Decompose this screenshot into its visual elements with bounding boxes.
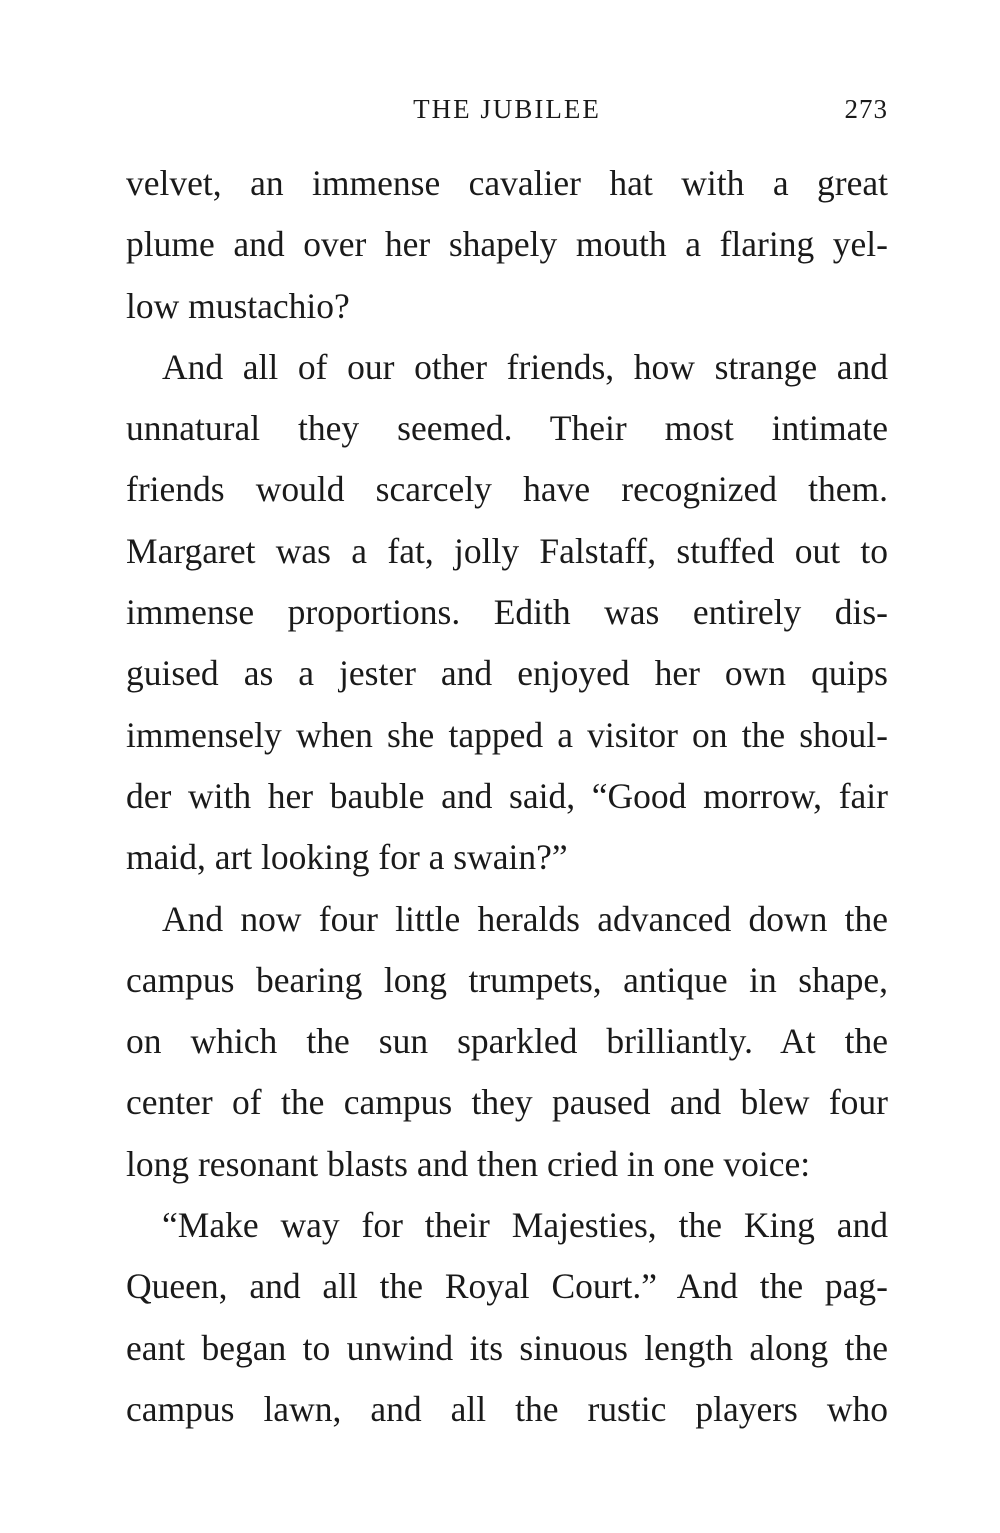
text-line: center of the campus they paused and blew four — [126, 1082, 888, 1123]
body-text — [126, 153, 888, 1440]
text-line: eant began to unwind its sinuous length along the — [126, 1327, 888, 1368]
running-head — [126, 94, 888, 134]
page-number: 273 — [844, 94, 888, 124]
paragraph-first-line: “Make way for their Majesties, the King and — [162, 1205, 888, 1246]
text-line: friends would scarcely have recognized them. — [126, 469, 888, 510]
text-line: campus bearing long trumpets, antique in shape, — [126, 959, 888, 1000]
text-line: Margaret was a fat, jolly Falstaff, stuffed out to — [126, 530, 888, 571]
text-line: plume and over her shapely mouth a flaring yel- — [126, 224, 888, 265]
text-line: der with her bauble and said, “Good morrow, fair — [126, 775, 888, 816]
text-line: long resonant blasts and then cried in one voice: — [126, 1143, 811, 1184]
text-line: immense proportions. Edith was entirely dis- — [126, 592, 888, 633]
text-line: maid, art looking for a swain?” — [126, 837, 568, 878]
text-line: unnatural they seemed. Their most intimate — [126, 408, 888, 449]
text-line: immensely when she tapped a visitor on the shoul- — [126, 714, 888, 755]
text-line: guised as a jester and enjoyed her own quips — [126, 653, 888, 694]
text-line: velvet, an immense cavalier hat with a great — [126, 163, 888, 203]
text-line: campus lawn, and all the rustic players who — [126, 1388, 888, 1429]
text-line: on which the sun sparkled brilliantly. At the — [126, 1021, 888, 1062]
text-line: low mustachio? — [126, 285, 350, 326]
paragraph-first-line: And all of our other friends, how strange and — [162, 346, 888, 387]
chapter-title: THE JUBILEE — [413, 94, 601, 124]
paragraph-first-line: And now four little heralds advanced down the — [162, 898, 888, 939]
text-line: Queen, and all the Royal Court.” And the pag- — [126, 1266, 888, 1307]
